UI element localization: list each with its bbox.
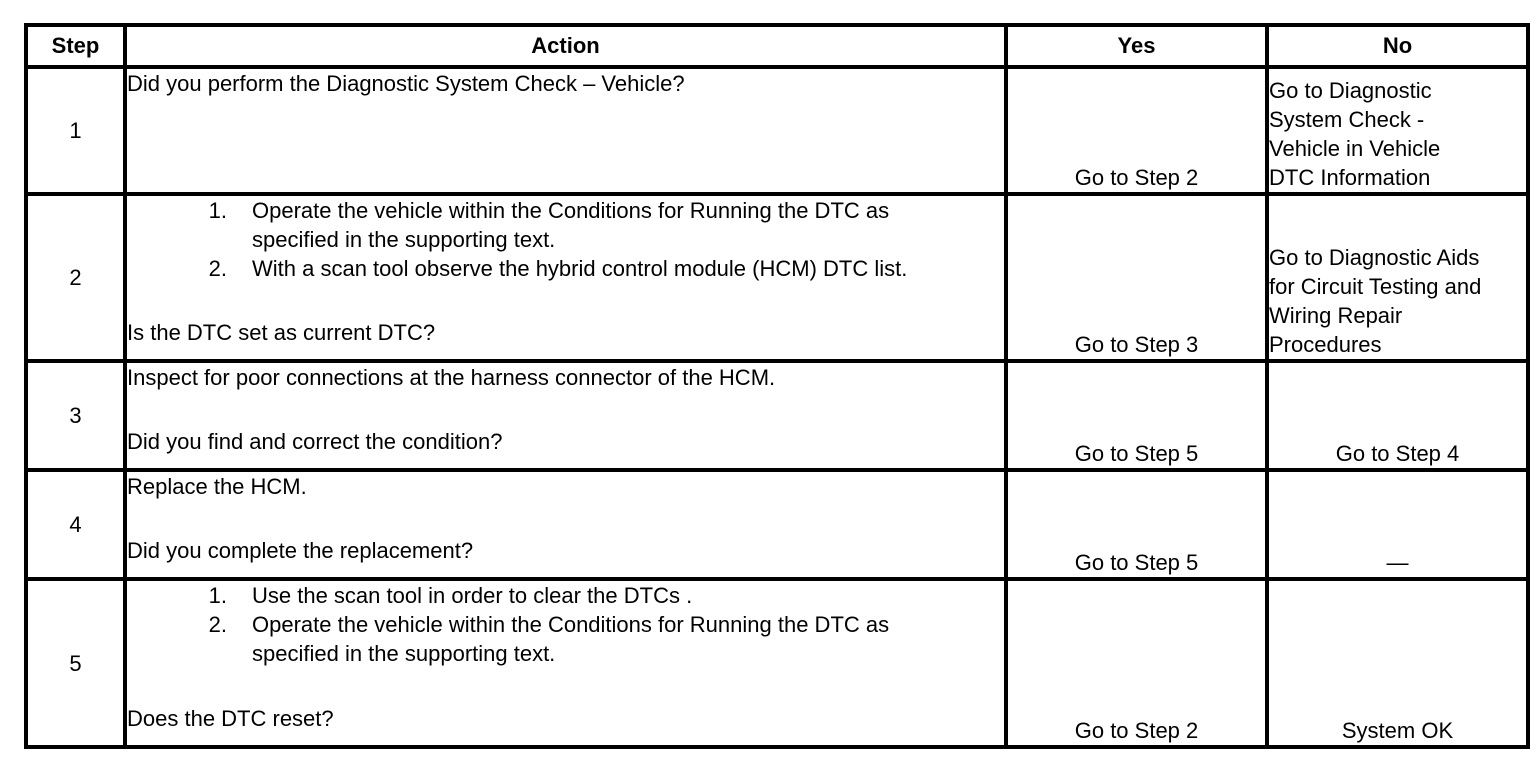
action-question: Did you complete the replacement? (127, 538, 474, 563)
no-cell (1267, 194, 1528, 361)
no-cell (1267, 67, 1528, 194)
no-line: Go to Diagnostic (1269, 78, 1432, 103)
step-item-number: 2. (208, 256, 227, 281)
header-yes: Yes (1006, 25, 1267, 67)
table-row (26, 194, 1528, 361)
step-item-text: With a scan tool observe the hybrid control module (HCM) DTC list. (252, 256, 908, 281)
step-number: 4 (26, 470, 125, 579)
header-action: Action (125, 25, 1006, 67)
no-line: System Check - (1269, 107, 1425, 132)
no-line: DTC Information (1269, 165, 1431, 190)
no-cell: System OK (1267, 579, 1528, 747)
step-number: 1 (26, 67, 125, 194)
no-cell: — (1267, 470, 1528, 579)
step-item-number: 2. (208, 612, 227, 637)
action-cell (125, 579, 1006, 747)
action-text: Inspect for poor connections at the harness connector of the HCM. (127, 365, 776, 390)
step-item-text: specified in the supporting text. (252, 641, 556, 666)
action-cell (125, 194, 1006, 361)
yes-cell: Go to Step 5 (1006, 470, 1267, 579)
no-line: Vehicle in Vehicle (1269, 136, 1441, 161)
step-number: 3 (26, 361, 125, 470)
no-line: Go to Diagnostic Aids (1269, 245, 1480, 270)
action-steps (127, 196, 1004, 283)
step-item-text: Operate the vehicle within the Conditions for Running the DTC as (252, 198, 890, 223)
step-item-text: Use the scan tool in order to clear the DTCs . (252, 583, 693, 608)
action-question: Did you find and correct the condition? (127, 429, 503, 454)
action-question: Is the DTC set as current DTC? (127, 320, 436, 345)
no-line: Procedures (1269, 332, 1382, 357)
action-step-item (127, 610, 1004, 668)
step-item-number: 1. (208, 198, 227, 223)
yes-cell: Go to Step 5 (1006, 361, 1267, 470)
yes-cell: Go to Step 2 (1006, 67, 1267, 194)
header-no: No (1267, 25, 1528, 67)
diagnostic-table (24, 23, 1530, 749)
action-step-item (127, 196, 1004, 254)
action-step-item (127, 254, 1004, 283)
yes-cell: Go to Step 3 (1006, 194, 1267, 361)
no-line: Wiring Repair (1269, 303, 1403, 328)
yes-cell: Go to Step 2 (1006, 579, 1267, 747)
action-steps (127, 581, 1004, 668)
step-item-text: Operate the vehicle within the Conditions for Running the DTC as (252, 612, 890, 637)
action-question: Did you perform the Diagnostic System Check – Vehicle? (127, 71, 685, 96)
action-question: Does the DTC reset? (127, 706, 334, 731)
table-row (26, 67, 1528, 194)
step-number: 5 (26, 579, 125, 747)
table-row (26, 470, 1528, 579)
action-text: Replace the HCM. (127, 474, 307, 499)
table-row (26, 361, 1528, 470)
header-step: Step (26, 25, 125, 67)
step-number: 2 (26, 194, 125, 361)
no-cell: Go to Step 4 (1267, 361, 1528, 470)
action-cell (125, 67, 1006, 194)
step-item-number: 1. (208, 583, 227, 608)
action-step-item (127, 581, 1004, 610)
table-row (26, 579, 1528, 747)
action-cell (125, 470, 1006, 579)
no-line: for Circuit Testing and (1269, 274, 1482, 299)
step-item-text: specified in the supporting text. (252, 227, 556, 252)
action-cell (125, 361, 1006, 470)
header-row (26, 25, 1528, 67)
